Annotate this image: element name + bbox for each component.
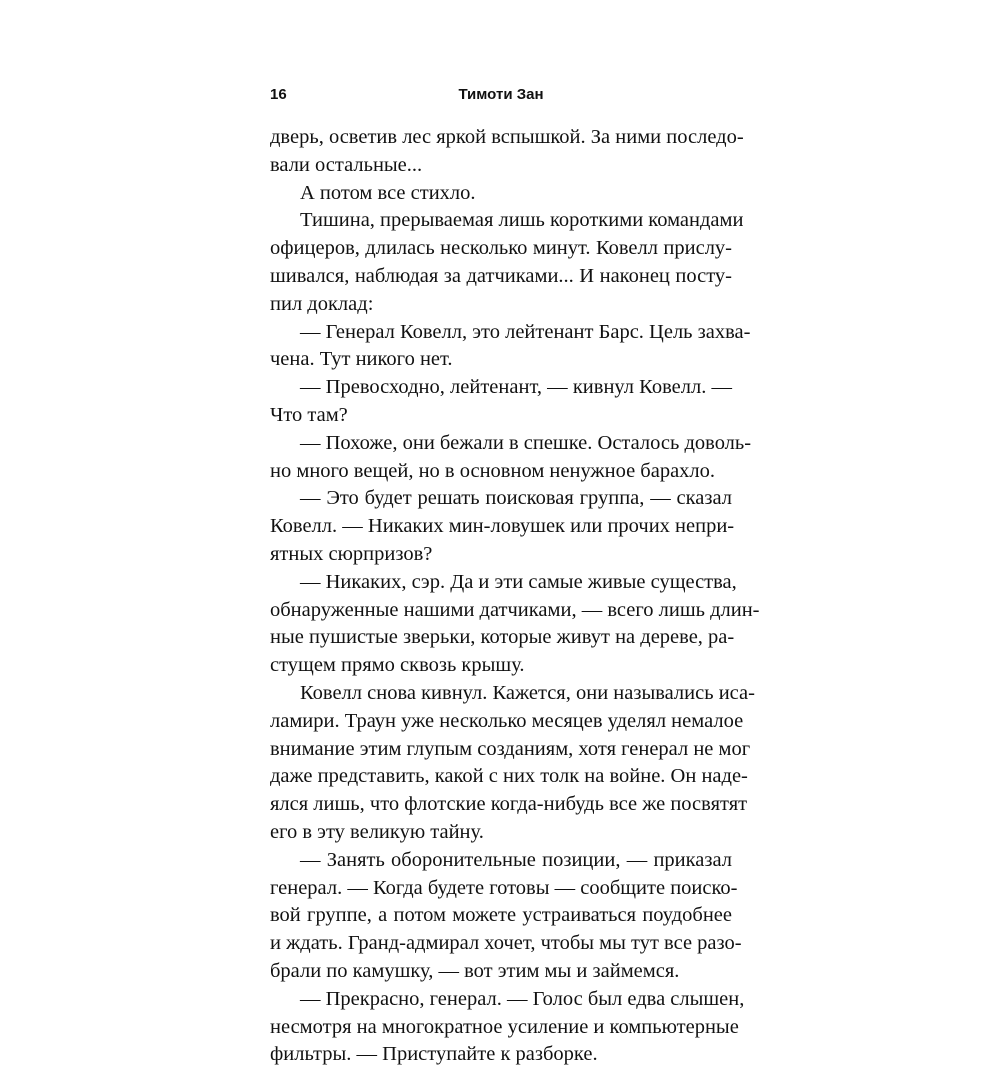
text-line: несмотря на многократное усиление и компьютерные <box>270 1015 739 1038</box>
text-line: — Никаких, сэр. Да и эти самые живые существа, <box>300 570 737 593</box>
text-line: вой группе, а потом можете устраиваться поудобнее <box>270 904 732 927</box>
text-line: его в эту великую тайну. <box>270 820 484 843</box>
running-head-author: Тимоти Зан <box>458 86 544 103</box>
body-text <box>270 124 760 1069</box>
text-line: дверь, осветив лес яркой вспышкой. За ними последо- <box>270 126 744 148</box>
page-number: 16 <box>270 86 287 103</box>
text-line: вали остальные... <box>270 153 423 176</box>
text-line: ятных сюрпризов? <box>270 542 433 565</box>
text-line: офицеров, длилась несколько минут. Ковелл прислу- <box>270 237 732 260</box>
text-line: пил доклад: <box>270 292 374 315</box>
text-line: — Прекрасно, генерал. — Голос был едва слышен, <box>300 987 745 1010</box>
text-line: — Генерал Ковелл, это лейтенант Барс. Цель захва- <box>300 320 751 343</box>
text-line: — Это будет решать поисковая группа, — сказал <box>300 487 732 510</box>
text-line: но много вещей, но в основном ненужное барахло. <box>270 459 716 482</box>
running-head <box>270 86 732 106</box>
text-line: генерал. — Когда будете готовы — сообщите поиско- <box>270 876 738 899</box>
text-line: внимание этим глупым созданиям, хотя генерал не мог <box>270 737 751 760</box>
text-line: ные пушистые зверьки, которые живут на дереве, ра- <box>270 626 735 649</box>
text-line: и ждать. Гранд-адмирал хочет, чтобы мы тут все разо- <box>270 932 742 955</box>
text-line: А потом все стихло. <box>300 181 476 204</box>
text-line: фильтры. — Приступайте к разборке. <box>270 1043 598 1066</box>
text-line: ялся лишь, что флотские когда-нибудь все же посвятят <box>270 793 748 816</box>
text-line: Ковелл. — Никаких мин-ловушек или прочих непри- <box>270 515 735 538</box>
text-line: стущем прямо сквозь крышу. <box>270 654 525 677</box>
text-line: Что там? <box>270 403 348 426</box>
text-line: даже представить, какой с них толк на войне. Он наде- <box>270 765 748 788</box>
text-line: — Похоже, они бежали в спешке. Осталось доволь- <box>300 431 752 454</box>
text-line: ламири. Траун уже несколько месяцев уделял немалое <box>270 709 744 732</box>
text-line: шивался, наблюдая за датчиками... И наконец посту- <box>270 264 732 287</box>
text-line: Тишина, прерываемая лишь короткими командами <box>300 209 744 232</box>
text-line: — Занять оборонительные позиции, — приказал <box>300 848 732 871</box>
text-line: — Превосходно, лейтенант, — кивнул Ковелл. — <box>300 376 732 399</box>
text-line: Ковелл снова кивнул. Кажется, они назывались иса- <box>300 681 755 704</box>
text-line: обнаруженные нашими датчиками, — всего лишь длин- <box>270 598 760 621</box>
text-line: чена. Тут никого нет. <box>270 348 453 371</box>
text-line: брали по камушку, — вот этим мы и займемся. <box>270 959 680 982</box>
